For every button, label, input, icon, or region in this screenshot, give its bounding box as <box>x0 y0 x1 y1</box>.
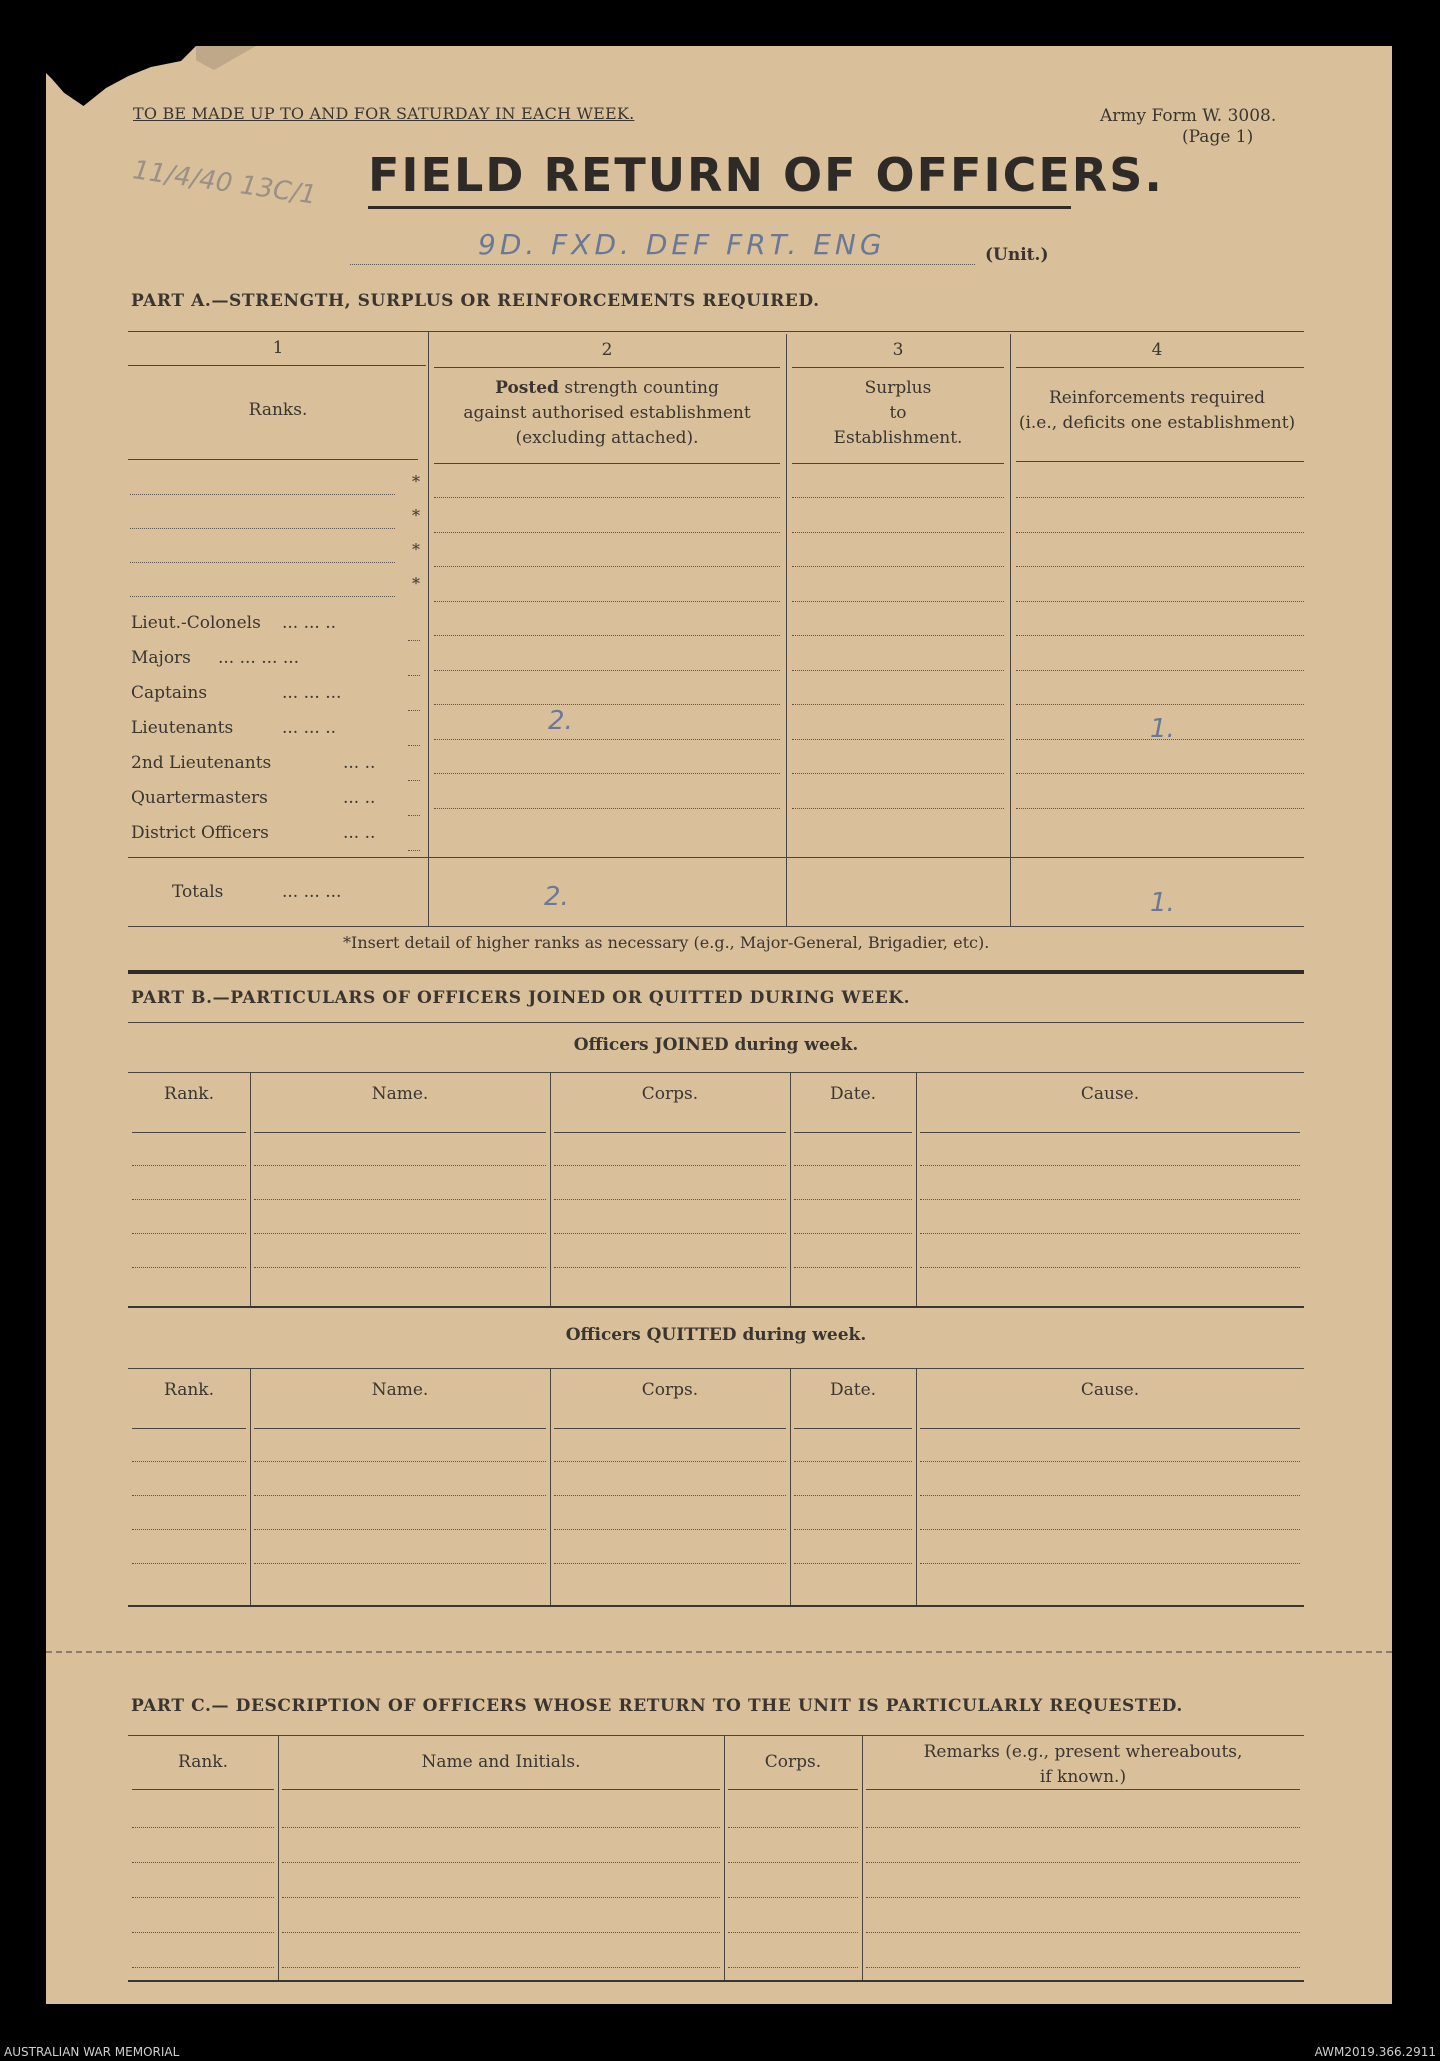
quitted-entry-line-r4-c1 <box>132 1563 246 1564</box>
quitted-col-5-header-rule <box>920 1428 1300 1429</box>
joined-divider-1 <box>250 1072 251 1306</box>
part-c-remarks-header <box>862 1740 1304 1790</box>
quitted-entry-line-r1-c4 <box>794 1461 912 1462</box>
col-number-2: 2 <box>601 340 613 360</box>
reinforcements-header <box>1010 386 1304 436</box>
posted-header-line2: against authorised establishment <box>463 403 751 423</box>
rank-leader-7 <box>408 850 420 851</box>
quitted-entry-line-r4-c3 <box>554 1563 786 1564</box>
part-a-footnote: *Insert detail of higher ranks as necessary (e.g., Major-General, Brigadier, etc). <box>343 933 990 952</box>
joined-entry-line-r3-c4 <box>794 1233 912 1234</box>
quitted-col-2-header-rule <box>254 1428 546 1429</box>
entry-line-r5-c3 <box>792 635 1004 636</box>
quitted-divider-3 <box>790 1368 791 1605</box>
entry-line-r9-c3 <box>792 773 1004 774</box>
entry-line-r7-c4 <box>1016 704 1304 705</box>
part-a-top-rule <box>128 331 1304 332</box>
joined-entry-line-r2-c5 <box>920 1199 1300 1200</box>
part-c-entry-line-r3-c4 <box>866 1897 1300 1898</box>
unit-dotted-line <box>350 264 975 265</box>
quitted-col-date-header: Date. <box>829 1380 877 1400</box>
joined-bottom-rule <box>128 1306 1304 1308</box>
part-a-bottom-rule <box>128 926 1304 927</box>
joined-entry-line-r3-c2 <box>254 1233 546 1234</box>
part-c-entry-line-r1-c4 <box>866 1827 1300 1828</box>
entry-line-r6-c2 <box>434 670 780 671</box>
footer-right: AWM2019.366.2911 <box>1314 2045 1436 2059</box>
lieutenants-posted-value: 2. <box>548 706 573 736</box>
total-reinforcements-value: 1. <box>1150 888 1175 918</box>
rank-label-2nd-lieutenants: 2nd Lieutenants <box>131 753 272 773</box>
joined-entry-line-r2-c2 <box>254 1199 546 1200</box>
quitted-entry-line-r2-c5 <box>920 1495 1300 1496</box>
joined-divider-4 <box>916 1072 917 1306</box>
joined-entry-line-r4-c5 <box>920 1267 1300 1268</box>
form-title: FIELD RETURN OF OFFICERS. <box>368 148 1164 202</box>
joined-col-5-header-rule <box>920 1132 1300 1133</box>
part-c-entry-line-r4-c4 <box>866 1932 1300 1933</box>
entry-line-r10-c3 <box>792 808 1004 809</box>
quitted-divider-2 <box>550 1368 551 1605</box>
rank-label-quartermasters: Quartermasters <box>131 788 268 808</box>
unit-label: (Unit.) <box>985 245 1049 265</box>
rank-label-captains: Captains <box>131 683 208 703</box>
quitted-entry-line-r2-c3 <box>554 1495 786 1496</box>
quitted-col-4-header-rule <box>794 1428 912 1429</box>
reinforcements-header-line2: (i.e., deficits one establishment) <box>1018 413 1296 433</box>
quitted-entry-line-r3-c1 <box>132 1529 246 1530</box>
part-c-entry-line-r5-c3 <box>728 1967 858 1968</box>
part-c-entry-line-r2-c4 <box>866 1862 1300 1863</box>
quitted-header-top-rule <box>128 1368 1304 1369</box>
joined-entry-line-r2-c3 <box>554 1199 786 1200</box>
part-a-divider-1 <box>428 332 429 927</box>
entry-line-r4-c4 <box>1016 601 1304 602</box>
col2-number-rule <box>434 367 780 368</box>
entry-line-r3-c2 <box>434 566 780 567</box>
ranks-header: Ranks. <box>248 400 308 420</box>
entry-line-r5-c2 <box>434 635 780 636</box>
part-c-entry-line-r3-c3 <box>728 1897 858 1898</box>
joined-entry-line-r3-c3 <box>554 1233 786 1234</box>
blank-rank-line-2 <box>130 528 395 529</box>
rank-leader-1 <box>408 640 420 641</box>
col1-number-rule <box>128 365 426 366</box>
part-a-end-rule <box>128 970 1304 974</box>
joined-entry-line-r4-c2 <box>254 1267 546 1268</box>
part-c-entry-line-r3-c1 <box>132 1897 274 1898</box>
entry-line-r3-c4 <box>1016 566 1304 567</box>
part-c-entry-line-r2-c3 <box>728 1862 858 1863</box>
posted-header <box>428 376 786 451</box>
rank-leader-3 <box>408 710 420 711</box>
rank-label-lieut-colonels: Lieut.-Colonels <box>131 613 261 633</box>
entry-line-r10-c4 <box>1016 808 1304 809</box>
part-c-entry-line-r2-c1 <box>132 1862 274 1863</box>
totals-label: Totals <box>172 882 224 902</box>
joined-col-1-header-rule <box>132 1132 246 1133</box>
col3-number-rule <box>792 367 1004 368</box>
quitted-col-cause-header: Cause. <box>1080 1380 1140 1400</box>
posted-header-rest: strength counting <box>558 378 719 398</box>
joined-col-date-header: Date. <box>829 1084 877 1104</box>
part-c-entry-line-r4-c2 <box>282 1932 720 1933</box>
quitted-entry-line-r3-c3 <box>554 1529 786 1530</box>
surplus-header-line2: to <box>889 403 907 423</box>
joined-entry-line-r3-c5 <box>920 1233 1300 1234</box>
part-a-divider-2 <box>786 334 787 927</box>
part-c-entry-line-r4-c3 <box>728 1932 858 1933</box>
entry-line-r6-c4 <box>1016 670 1304 671</box>
totals-dots: ... ... ... <box>282 882 342 902</box>
quitted-divider-1 <box>250 1368 251 1605</box>
quitted-entry-line-r2-c2 <box>254 1495 546 1496</box>
col-number-1: 1 <box>272 338 284 358</box>
rank-label-district-officers: District Officers <box>131 823 269 843</box>
rank-leader-4 <box>408 745 420 746</box>
entry-line-r2-c3 <box>792 532 1004 533</box>
part-c-top-rule <box>128 1735 1304 1736</box>
quitted-col-1-header-rule <box>132 1428 246 1429</box>
quitted-entry-line-r4-c4 <box>794 1563 912 1564</box>
quitted-entry-line-r3-c2 <box>254 1529 546 1530</box>
part-c-entry-line-r5-c2 <box>282 1967 720 1968</box>
rank-dots-quartermasters: ... .. <box>343 788 376 808</box>
entry-line-r4-c2 <box>434 601 780 602</box>
quitted-col-rank-header: Rank. <box>164 1380 214 1400</box>
blank-rank-marker-1: * <box>412 472 420 491</box>
lieutenants-reinforcements-value: 1. <box>1150 714 1175 744</box>
part-b-top-rule <box>128 1022 1304 1023</box>
joined-divider-3 <box>790 1072 791 1306</box>
joined-col-4-header-rule <box>794 1132 912 1133</box>
quitted-col-corps-header: Corps. <box>641 1380 699 1400</box>
joined-col-name-header: Name. <box>371 1084 429 1104</box>
entry-line-r5-c4 <box>1016 635 1304 636</box>
rank-label-lieutenants: Lieutenants <box>131 718 234 738</box>
joined-entry-line-r4-c1 <box>132 1267 246 1268</box>
part-c-col-1-header-rule <box>132 1789 274 1790</box>
margin-note: 11/4/40 13C/1 <box>130 155 319 211</box>
quitted-entry-line-r3-c5 <box>920 1529 1300 1530</box>
quitted-entry-line-r1-c5 <box>920 1461 1300 1462</box>
entry-line-r7-c2 <box>434 704 780 705</box>
joined-heading: Officers JOINED during week. <box>573 1035 859 1055</box>
rank-dots-captains: ... ... ... <box>282 683 342 703</box>
joined-entry-line-r1-c2 <box>254 1165 546 1166</box>
entry-line-r3-c3 <box>792 566 1004 567</box>
rank-dots-2nd-lieutenants: ... .. <box>343 753 376 773</box>
joined-entry-line-r1-c5 <box>920 1165 1300 1166</box>
blank-rank-line-3 <box>130 562 395 563</box>
part-c-col-3-header: Corps. <box>764 1752 822 1772</box>
total-posted-value: 2. <box>544 882 569 912</box>
part-c-entry-line-r1-c2 <box>282 1827 720 1828</box>
entry-line-r9-c2 <box>434 773 780 774</box>
part-c-entry-line-r1-c3 <box>728 1827 858 1828</box>
joined-entry-line-r1-c1 <box>132 1165 246 1166</box>
entry-line-r8-c3 <box>792 739 1004 740</box>
col4-header-rule <box>1016 461 1304 462</box>
quitted-col-3-header-rule <box>554 1428 786 1429</box>
blank-rank-marker-4: * <box>412 574 420 593</box>
entry-line-r2-c2 <box>434 532 780 533</box>
part-a-heading: PART A.—STRENGTH, SURPLUS OR REINFORCEMENTS REQUIRED. <box>131 291 820 311</box>
col3-header-rule <box>792 463 1004 464</box>
entry-line-r6-c3 <box>792 670 1004 671</box>
page-number: (Page 1) <box>1182 127 1254 147</box>
col-number-4: 4 <box>1151 340 1163 360</box>
joined-col-2-header-rule <box>254 1132 546 1133</box>
joined-entry-line-r2-c1 <box>132 1199 246 1200</box>
surplus-header-line1: Surplus <box>864 378 932 398</box>
entry-line-r10-c2 <box>434 808 780 809</box>
joined-entry-line-r2-c4 <box>794 1199 912 1200</box>
rank-leader-5 <box>408 780 420 781</box>
part-c-entry-line-r5-c4 <box>866 1967 1300 1968</box>
part-c-entry-line-r5-c1 <box>132 1967 274 1968</box>
rank-label-majors: Majors <box>131 648 191 668</box>
quitted-entry-line-r4-c5 <box>920 1563 1300 1564</box>
part-c-heading: PART C.— DESCRIPTION OF OFFICERS WHOSE RETURN TO THE UNIT IS PARTICULARLY REQUESTED. <box>131 1696 1183 1716</box>
col4-number-rule <box>1016 367 1304 368</box>
part-c-col-2-header-rule <box>282 1789 720 1790</box>
entry-line-r1-c3 <box>792 497 1004 498</box>
part-c-col-3-header-rule <box>728 1789 858 1790</box>
joined-entry-line-r1-c4 <box>794 1165 912 1166</box>
entry-line-r8-c2 <box>434 739 780 740</box>
joined-entry-line-r3-c1 <box>132 1233 246 1234</box>
entry-line-r1-c2 <box>434 497 780 498</box>
rank-leader-2 <box>408 675 420 676</box>
part-c-col-4-header-rule <box>866 1789 1300 1790</box>
part-c-entry-line-r2-c2 <box>282 1862 720 1863</box>
posted-header-line3: (excluding attached). <box>515 428 699 448</box>
part-a-divider-3 <box>1010 334 1011 927</box>
joined-entry-line-r4-c4 <box>794 1267 912 1268</box>
rank-dots-lieut-colonels: ... ... .. <box>282 613 337 633</box>
part-c-remarks-line-1: Remarks (e.g., present whereabouts, <box>923 1742 1243 1762</box>
joined-entry-line-r1-c3 <box>554 1165 786 1166</box>
joined-header-top-rule <box>128 1072 1304 1073</box>
part-c-entry-line-r4-c1 <box>132 1932 274 1933</box>
quitted-divider-4 <box>916 1368 917 1605</box>
posted-header-bold: Posted <box>495 378 559 398</box>
quitted-entry-line-r3-c4 <box>794 1529 912 1530</box>
part-c-entry-line-r3-c2 <box>282 1897 720 1898</box>
quitted-entry-line-r2-c1 <box>132 1495 246 1496</box>
blank-rank-line-1 <box>130 494 395 495</box>
quitted-entry-line-r1-c1 <box>132 1461 246 1462</box>
part-c-remarks-line-2: if known.) <box>1039 1767 1127 1787</box>
joined-col-cause-header: Cause. <box>1080 1084 1140 1104</box>
joined-entry-line-r4-c3 <box>554 1267 786 1268</box>
joined-col-3-header-rule <box>554 1132 786 1133</box>
part-c-col-1-header: Rank. <box>178 1752 228 1772</box>
surplus-header-line3: Establishment. <box>833 428 963 448</box>
col-number-3: 3 <box>892 340 904 360</box>
entry-line-r4-c3 <box>792 601 1004 602</box>
quitted-entry-line-r4-c2 <box>254 1563 546 1564</box>
joined-col-rank-header: Rank. <box>164 1084 214 1104</box>
quitted-entry-line-r1-c3 <box>554 1461 786 1462</box>
quitted-heading: Officers QUITTED during week. <box>565 1325 867 1345</box>
rank-dots-majors: ... ... ... ... <box>218 648 300 668</box>
entry-line-r9-c4 <box>1016 773 1304 774</box>
col1-header-rule <box>128 459 418 460</box>
footer-left: AUSTRALIAN WAR MEMORIAL <box>4 2045 180 2059</box>
blank-rank-line-4 <box>130 596 395 597</box>
unit-handwritten: 9D. FXD. DEF FRT. ENG <box>478 228 886 261</box>
joined-divider-2 <box>550 1072 551 1306</box>
part-c-bottom-rule <box>128 1980 1304 1982</box>
surplus-header <box>786 376 1010 451</box>
rank-leader-6 <box>408 815 420 816</box>
part-c-col-2-header: Name and Initials. <box>421 1752 581 1772</box>
blank-rank-marker-2: * <box>412 506 420 525</box>
entry-line-r2-c4 <box>1016 532 1304 533</box>
joined-col-corps-header: Corps. <box>641 1084 699 1104</box>
rank-dots-lieutenants: ... ... .. <box>282 718 337 738</box>
title-underline <box>368 206 1071 209</box>
part-c-entry-line-r1-c1 <box>132 1827 274 1828</box>
entry-line-r1-c4 <box>1016 497 1304 498</box>
part-b-heading: PART B.—PARTICULARS OF OFFICERS JOINED OR QUITTED DURING WEEK. <box>131 988 911 1008</box>
rank-dots-district-officers: ... .. <box>343 823 376 843</box>
blank-rank-marker-3: * <box>412 540 420 559</box>
quitted-entry-line-r2-c4 <box>794 1495 912 1496</box>
totals-rule <box>128 857 1304 858</box>
instruction-line: TO BE MADE UP TO AND FOR SATURDAY IN EACH WEEK. <box>133 104 635 123</box>
quitted-col-name-header: Name. <box>371 1380 429 1400</box>
col2-header-rule <box>434 463 780 464</box>
entry-line-r7-c3 <box>792 704 1004 705</box>
quitted-entry-line-r1-c2 <box>254 1461 546 1462</box>
quitted-bottom-rule <box>128 1605 1304 1607</box>
perforation-line <box>46 1651 1392 1653</box>
reinforcements-header-line1: Reinforcements required <box>1048 388 1266 408</box>
form-number: Army Form W. 3008. <box>1100 106 1277 126</box>
